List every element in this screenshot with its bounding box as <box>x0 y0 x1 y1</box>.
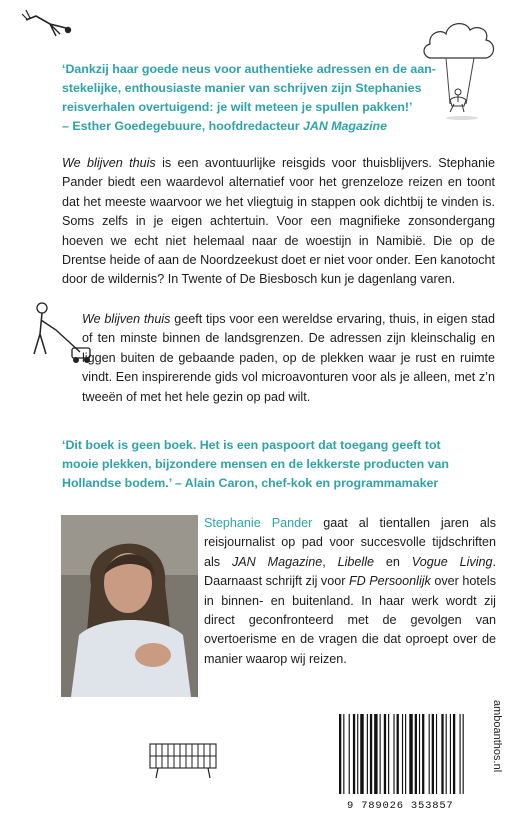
review-quote-2 <box>62 436 495 493</box>
book-title-inline: We blijven thuis <box>82 312 171 326</box>
diver-illustration <box>20 6 80 46</box>
quote-1-attribution-name: – Esther Goedegebuure, hoofdredacteur <box>62 119 303 133</box>
quote-2-line: mooie plekken, bijzondere mensen en de lekkerste producten van <box>62 457 449 471</box>
magazine-name: Libelle <box>337 554 375 569</box>
bio-text: en <box>374 554 412 569</box>
book-description-paragraph-2 <box>82 310 495 407</box>
quote-1-attribution <box>62 117 454 136</box>
bench-illustration <box>148 740 220 780</box>
quote-2-line: Hollandse bodem.’ – Alain Caron, chef-kok en programmamaker <box>62 476 439 490</box>
book-description-paragraph-1 <box>62 154 495 290</box>
barcode-bars <box>333 712 491 798</box>
review-quote-1 <box>62 60 454 136</box>
bio-text: . Daarnaast schrijft zij voor <box>204 554 496 589</box>
quote-1-line: ‘Dankzij haar goede neus voor authentieke adressen en de aan- <box>62 62 436 76</box>
description-text-2: geeft tips voor een wereldse ervaring, thuis, in eigen stad of ten minste binnen de landsgrenzen. De adressen zijn kleinschalig en liggen buiten de gebaande paden, op de plekken waar je rust en ruimte vindt. Een inspirerende gids vol microavonturen voor als je alleen, met z’n tweeën of met het hele gezin op pad wilt. <box>82 312 495 404</box>
isbn-barcode <box>333 712 491 812</box>
bio-text: , <box>322 554 338 569</box>
isbn-number: 9 789026 353857 <box>347 800 454 812</box>
author-bio <box>204 514 496 669</box>
book-title-inline: We blijven thuis <box>62 156 156 170</box>
magazine-name: Vogue Living <box>411 554 493 569</box>
quote-2-line: ‘Dit boek is geen boek. Het is een paspoort dat toegang geeft tot <box>62 438 441 452</box>
author-name: Stephanie Pander <box>204 516 313 530</box>
publisher-website: amboanthos.nl <box>491 700 503 773</box>
magazine-name: JAN Magazine <box>231 554 323 569</box>
quote-1-line: stekelijke, enthousiaste manier van schrijven zijn Stephanies <box>62 81 422 95</box>
bio-text: over hotels in binnen- en buitenland. In haar werk wordt zij direct geconfronteerd met de gevolgen van overtoerisme en de vragen die dat oproept over de manier waarop wij reizen. <box>204 574 496 666</box>
description-text-1: is een avontuurlijke reisgids voor thuisblijvers. Stephanie Pander biedt een waardevol alternatief voor het grenzeloze reizen en toont dat het meeste waarvoor we het vliegtuig in stappen ook dichtbij te vinden is. Soms zelfs in je eigen achtertuin. Voor een magnifieke zonsondergang hoeven we echt niet helemaal naar de woestijn in Namibië. Die op de Drentse heide of aan de Noordzeekust doet er niet voor onder. Een kanotocht door de wildernis? In Twente of De Biesbosch kun je dagenlang varen. <box>62 156 495 287</box>
quote-1-attribution-magazine: JAN Magazine <box>302 119 387 133</box>
author-photo <box>61 515 198 697</box>
quote-1-line: reisverhalen overtuigend: je wilt meteen je spullen pakken!’ <box>62 100 413 114</box>
magazine-name: FD Persoonlijk <box>348 574 431 589</box>
bio-text: gaat al tientallen jaren als reisjournalist op pad voor succesvolle tijdschriften als <box>204 516 496 569</box>
